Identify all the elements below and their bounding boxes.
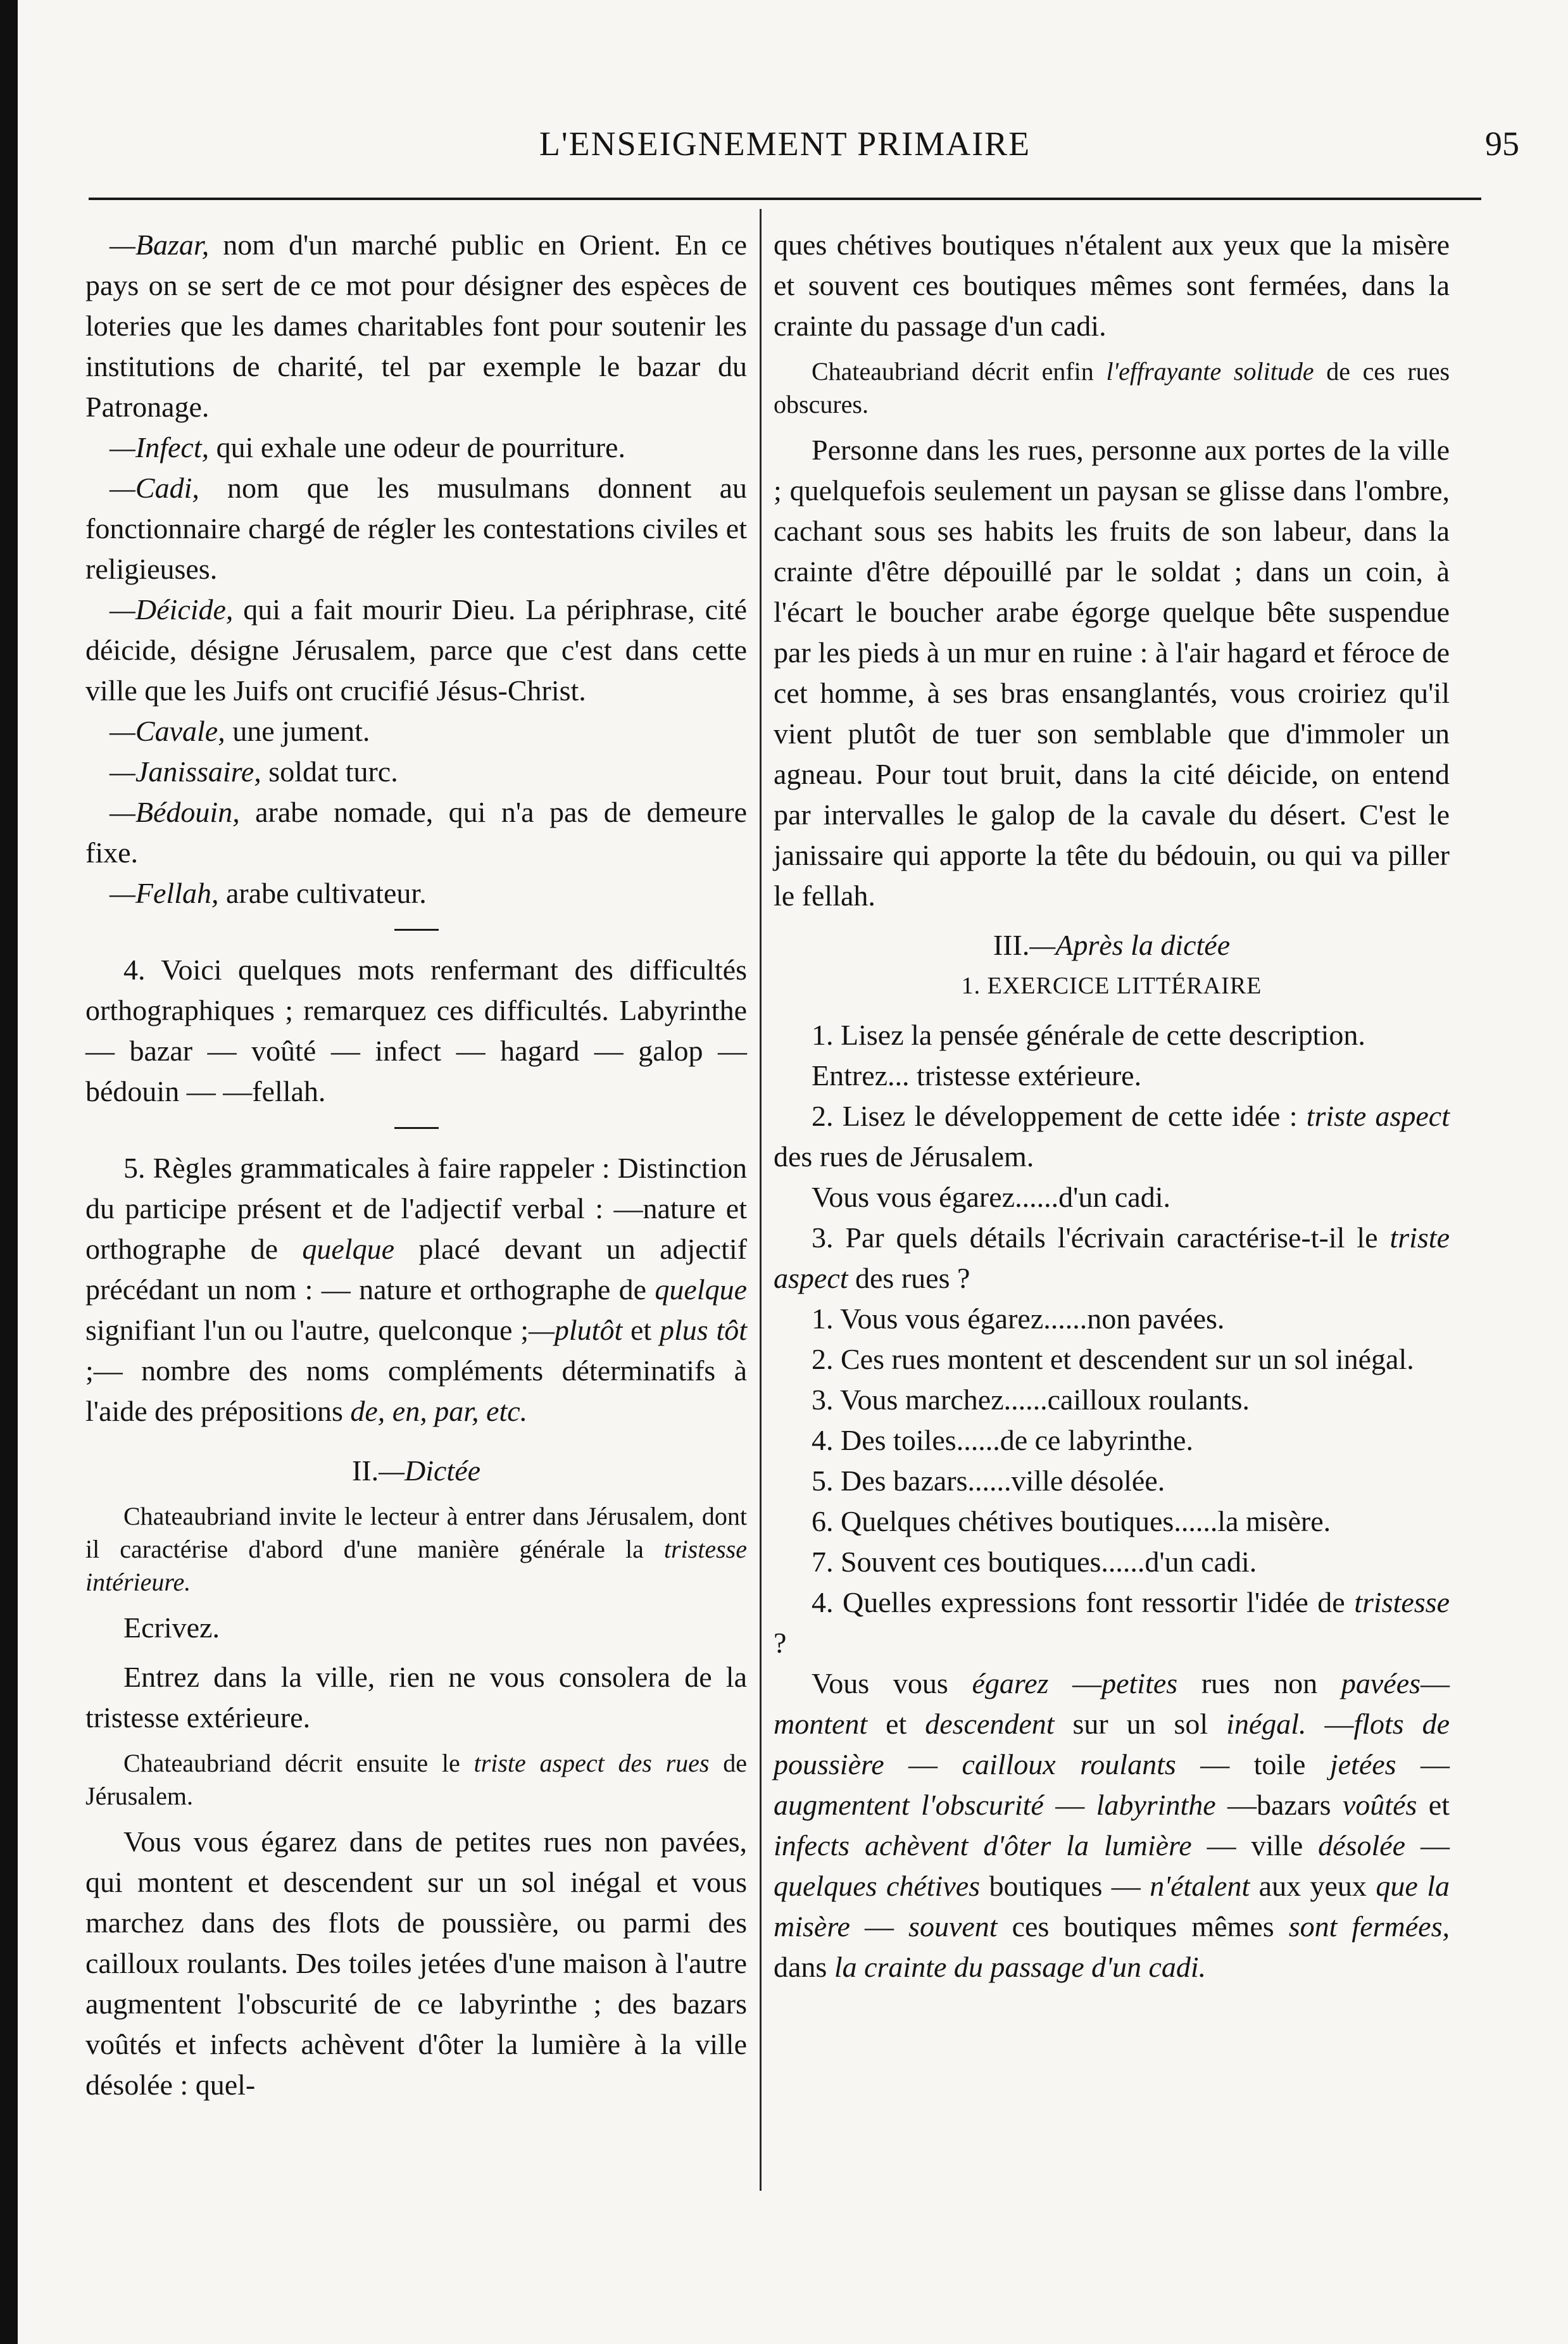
key-expression: la crainte du passage d'un cadi. bbox=[834, 1951, 1207, 1983]
word-quelque: quelque bbox=[302, 1233, 395, 1265]
question-text: des rues de Jérusalem. bbox=[774, 1140, 1034, 1173]
difficult-word: infect bbox=[375, 1035, 442, 1067]
key-expression: cailloux roulants bbox=[962, 1748, 1176, 1780]
detail-item: 2. Ces rues montent et descendent sur un sol inégal. bbox=[812, 1343, 1414, 1375]
word-separator: — bbox=[703, 1035, 748, 1067]
difficult-word: bédouin bbox=[85, 1075, 180, 1107]
answer-text: — bbox=[1306, 1708, 1354, 1740]
answer-text: — bbox=[1043, 1789, 1096, 1821]
section-divider bbox=[394, 929, 439, 931]
question-4 bbox=[774, 1582, 1450, 1663]
exercise-subheading: 1. EXERCICE LITTÉRAIRE bbox=[961, 973, 1262, 999]
word-separator: — bbox=[179, 1075, 223, 1107]
intro-emphasis: tristesse intérieure. bbox=[85, 1535, 747, 1596]
key-expression: désolée bbox=[1318, 1829, 1406, 1862]
word-plutot: —plutôt bbox=[529, 1314, 623, 1346]
question-3 bbox=[774, 1218, 1450, 1299]
detail-item: 7. Souvent ces boutiques......d'un cadi. bbox=[812, 1546, 1257, 1578]
word-separator: — bbox=[579, 1035, 639, 1067]
page-edge-spine bbox=[0, 0, 18, 2344]
key-expression: descendent bbox=[925, 1708, 1055, 1740]
answer-text: — bbox=[850, 1910, 909, 1943]
glossary-entry bbox=[85, 225, 747, 427]
glossary-definition: nom que les musulmans donnent au fonctionnaire chargé de régler les contestations civiles et religieuses. bbox=[85, 472, 747, 585]
key-expression: jetées bbox=[1329, 1748, 1396, 1780]
glossary-entry bbox=[85, 589, 747, 711]
exercise-4-text: 4. Voici quelques mots renfermant des difficultés orthographiques ; remarquez ces difficultés. bbox=[85, 954, 747, 1026]
intro-emphasis: triste aspect des rues bbox=[474, 1749, 710, 1777]
intro-text: de ces rues obscures. bbox=[774, 357, 1450, 419]
detail-item: 5. Des bazars......ville désolée. bbox=[812, 1465, 1165, 1497]
question-text: 3. Par quels détails l'écrivain caractérise-t-il le bbox=[812, 1221, 1390, 1254]
difficult-word: hagard bbox=[500, 1035, 580, 1067]
key-expression: montent bbox=[774, 1708, 868, 1740]
glossary-definition: une jument. bbox=[225, 715, 370, 747]
answer-text: dans bbox=[774, 1951, 834, 1983]
key-expression: pavées bbox=[1341, 1667, 1421, 1699]
glossary-term: —Janissaire, bbox=[110, 755, 261, 788]
word-separator: — bbox=[316, 1035, 375, 1067]
question-2 bbox=[774, 1096, 1450, 1177]
exercise-5 bbox=[85, 1148, 747, 1432]
key-expression: n'étalent bbox=[1150, 1870, 1250, 1902]
glossary-entry bbox=[85, 711, 747, 752]
difficult-word: —fellah. bbox=[223, 1075, 326, 1107]
answer-text: sur un sol bbox=[1054, 1708, 1227, 1740]
answer-text: — bbox=[1405, 1829, 1450, 1862]
question-emphasis: triste aspect bbox=[774, 1221, 1450, 1294]
glossary-definition: arabe cultivateur. bbox=[218, 877, 427, 909]
question-text: des rues ? bbox=[848, 1262, 970, 1294]
key-expression: sont fermées, bbox=[1288, 1910, 1450, 1943]
page-number: 95 bbox=[1485, 125, 1519, 163]
header-rule bbox=[89, 198, 1481, 200]
exercise-5-text: placé devant un adjectif précédant un nom : — nature et orthographe de bbox=[85, 1233, 747, 1306]
dictee-intro-3 bbox=[774, 355, 1450, 421]
glossary-term: —Déicide, bbox=[110, 593, 234, 626]
intro-text: Chateaubriand invite le lecteur à entrer dans Jérusalem, dont il caractérise d'abord d'une manière générale la bbox=[85, 1502, 747, 1563]
glossary-entry bbox=[85, 427, 747, 468]
answer-text: —bazars bbox=[1215, 1789, 1343, 1821]
answer-text: — bbox=[1421, 1667, 1450, 1699]
running-title: L'ENSEIGNEMENT PRIMAIRE bbox=[539, 125, 1031, 163]
dictee-paragraph-2: Vous vous égarez dans de petites rues non pavées, qui montent et descendent sur un sol inégal et vous marchez dans des flots de poussière, ou parmi des cailloux roulants. Des toiles jetées d'une maison à l'autre augmentent l'obscurité de ce labyrinthe ; des bazars voûtés et infects achèvent d'ôter la lumière à la ville désolée : quel- bbox=[85, 1825, 747, 2101]
detail-list bbox=[774, 1299, 1450, 1582]
glossary-definition: qui exhale une odeur de pourriture. bbox=[209, 431, 625, 463]
glossary-definition: nom d'un marché public en Orient. En ce pays on se sert de ce mot pour désigner des espèces de loteries que les dames charitables font pour soutenir les institutions de charité, tel par exemple le bazar du Patronage. bbox=[85, 229, 747, 423]
question-1: 1. Lisez la pensée générale de cette description. bbox=[812, 1019, 1365, 1051]
difficult-word: bazar bbox=[129, 1035, 193, 1067]
answer-text: — bbox=[1396, 1748, 1450, 1780]
dictee-paragraph-2-continued: ques chétives boutiques n'étalent aux yeux que la misère et souvent ces boutiques mêmes sont fermées, dans la crainte du passage d'un cadi. bbox=[774, 229, 1450, 342]
heading-number: III. bbox=[993, 929, 1030, 961]
answer-text: et bbox=[1417, 1789, 1450, 1821]
key-expression: souvent bbox=[908, 1910, 998, 1943]
word-quelque: quelque bbox=[655, 1273, 747, 1306]
right-column bbox=[774, 225, 1450, 1988]
glossary-term: —Fellah, bbox=[110, 877, 219, 909]
exercise-5-text: et bbox=[622, 1314, 660, 1346]
exercise-4 bbox=[85, 950, 747, 1112]
ecrivez-label: Ecrivez. bbox=[123, 1611, 220, 1644]
key-expression: petites bbox=[1101, 1667, 1178, 1699]
left-column bbox=[85, 225, 747, 2105]
exercise-5-text: ;— nombre des noms compléments déterminatifs à l'aide des prépositions bbox=[85, 1354, 747, 1427]
glossary-entry bbox=[85, 752, 747, 792]
question-emphasis: triste aspect bbox=[1306, 1100, 1450, 1132]
exercise-5-text: signifiant l'un ou l'autre, quelconque ; bbox=[85, 1314, 529, 1346]
key-expression: labyrinthe bbox=[1096, 1789, 1216, 1821]
heading-title: —Dictée bbox=[379, 1454, 481, 1487]
intro-text: Chateaubriand décrit ensuite le bbox=[123, 1749, 474, 1777]
answer-text: — ville bbox=[1191, 1829, 1319, 1862]
key-expression: achèvent d'ôter la lumière bbox=[864, 1829, 1192, 1862]
difficult-word: galop bbox=[638, 1035, 703, 1067]
exercise-5-text: 5. Règles grammaticales à faire rappeler : Distinction du participe présent et de l'adjectif verbal : —nature et orthographe de bbox=[85, 1152, 747, 1265]
detail-item: 6. Quelques chétives boutiques......la misère. bbox=[812, 1505, 1331, 1537]
glossary-term: —Bazar, bbox=[110, 229, 210, 261]
glossary-entry bbox=[85, 468, 747, 589]
glossary-term: —Bédouin, bbox=[110, 796, 240, 828]
detail-item: 1. Vous vous égarez......non pavées. bbox=[812, 1302, 1225, 1335]
glossary-term: —Cadi, bbox=[110, 472, 199, 504]
question-text: 2. Lisez le développement de cette idée : bbox=[812, 1100, 1307, 1132]
difficult-word: Labyrinthe bbox=[619, 994, 747, 1026]
detail-item: 4. Des toiles......de ce labyrinthe. bbox=[812, 1424, 1193, 1456]
intro-text: Chateaubriand décrit enfin bbox=[812, 357, 1107, 386]
key-expression: que la misère bbox=[774, 1870, 1450, 1943]
answer-text: rues non bbox=[1177, 1667, 1341, 1699]
question-text: 4. Quelles expressions font ressortir l'idée de bbox=[812, 1586, 1355, 1618]
answer-text: aux yeux bbox=[1250, 1870, 1376, 1902]
dictee-paragraph-3: Personne dans les rues, personne aux portes de la ville ; quelquefois seulement un paysan se glisse dans l'ombre, cachant sous ses habits les fruits de son labeur, dans la crainte d'être dépouillé par le soldat ; dans un coin, à l'écart le boucher arabe égorge quelque bête suspendue par les pieds à un mur en ruine : à l'air hagard et féroce de cet homme, à ses bras ensanglantés, vous croiriez qu'il vient plutôt de tuer son semblable que d'immoler un agneau. Pour tout bruit, dans la cité déicide, on entend par intervalles le galop de la cavale du désert. C'est le janissaire qui apporte la tête du bédouin, ou qui va piller le fellah. bbox=[774, 434, 1450, 912]
glossary-term: —Infect, bbox=[110, 431, 210, 463]
key-expression: inégal. bbox=[1226, 1708, 1307, 1740]
key-expression: égarez bbox=[972, 1667, 1049, 1699]
answer-text: boutiques — bbox=[980, 1870, 1150, 1902]
glossary-definition: soldat turc. bbox=[261, 755, 398, 788]
word-separator: — bbox=[192, 1035, 252, 1067]
glossary-entry bbox=[85, 792, 747, 873]
dictee-heading bbox=[85, 1451, 747, 1491]
dictee-paragraph-1: Entrez dans la ville, rien ne vous consolera de la tristesse extérieure. bbox=[85, 1661, 747, 1734]
intro-emphasis: l'effrayante solitude bbox=[1106, 357, 1314, 386]
word-separator: — bbox=[85, 1035, 130, 1067]
answer-4 bbox=[774, 1663, 1450, 1988]
question-emphasis: tristesse bbox=[1354, 1586, 1450, 1618]
key-expression: infects bbox=[774, 1829, 850, 1862]
answer-2: Vous vous égarez......d'un cadi. bbox=[812, 1181, 1170, 1213]
word-plus-tot: plus tôt bbox=[660, 1314, 748, 1346]
heading-title: —Après la dictée bbox=[1029, 929, 1231, 961]
apres-dictee-heading bbox=[774, 925, 1450, 966]
glossary bbox=[85, 225, 747, 914]
key-expression: augmentent l'obscurité bbox=[774, 1789, 1044, 1821]
key-expression: quelques chétives bbox=[774, 1870, 981, 1902]
answer-text: Vous vous bbox=[812, 1667, 972, 1699]
glossary-entry bbox=[85, 873, 747, 914]
glossary-term: —Cavale, bbox=[110, 715, 225, 747]
intro-text: de Jérusalem. bbox=[85, 1749, 748, 1810]
key-expression: voûtés bbox=[1342, 1789, 1417, 1821]
word-separator: — bbox=[441, 1035, 501, 1067]
detail-item: 3. Vous marchez......cailloux roulants. bbox=[812, 1383, 1250, 1416]
answer-text: ces boutiques mêmes bbox=[997, 1910, 1289, 1943]
question-text: ? bbox=[774, 1627, 787, 1659]
answer-1: Entrez... tristesse extérieure. bbox=[812, 1059, 1142, 1092]
answer-text: — toile bbox=[1176, 1748, 1330, 1780]
answer-text bbox=[850, 1829, 865, 1862]
heading-number: II. bbox=[351, 1454, 379, 1487]
page-header bbox=[89, 124, 1519, 194]
glossary-definition: arabe nomade, qui n'a pas de demeure fixe. bbox=[85, 796, 747, 869]
section-divider bbox=[394, 1127, 439, 1129]
glossary-definition: qui a fait mourir Dieu. La périphrase, cité déicide, désigne Jérusalem, parce que c'est dans cette ville que les Juifs ont crucifié Jésus-Christ. bbox=[85, 593, 747, 707]
column-divider bbox=[760, 209, 762, 2191]
answer-text: — bbox=[884, 1748, 962, 1780]
dictee-intro bbox=[85, 1500, 747, 1599]
key-expression: flots de poussière bbox=[774, 1708, 1450, 1780]
difficult-word: voûté bbox=[251, 1035, 317, 1067]
answer-text: — bbox=[1048, 1667, 1102, 1699]
dictee-intro-2 bbox=[85, 1747, 747, 1813]
prepositions: de, en, par, etc. bbox=[350, 1395, 528, 1427]
answer-text: et bbox=[867, 1708, 925, 1740]
